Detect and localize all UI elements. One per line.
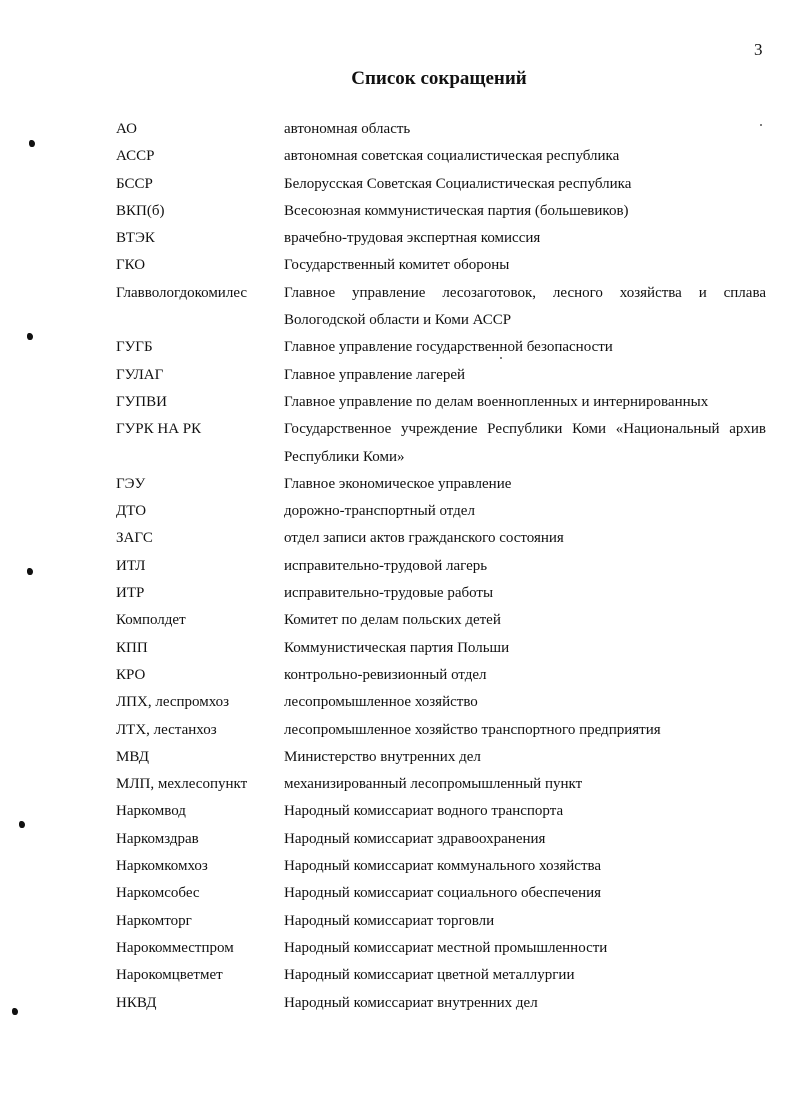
scan-speck [760,124,762,126]
abbreviation-row [116,771,766,798]
abbreviation-definition: Белорусская Советская Социалистическая республика [284,175,632,192]
abbreviation-definition: Народный комиссариат водного транспорта [284,803,564,820]
abbreviation-term: БССР [116,175,153,192]
abbreviation-term: ИТЛ [116,557,146,574]
abbreviation-definition: механизированный лесопромышленный пункт [284,776,583,793]
abbreviation-definition: контрольно-ревизионный отдел [284,666,487,683]
abbreviation-term: Наркомкомхоз [116,858,208,875]
abbreviation-row [116,908,766,935]
abbreviation-term: ГКО [116,257,146,274]
abbreviation-row [116,580,766,607]
abbreviation-definition: лесопромышленное хозяйство транспортного предприятия [284,721,661,738]
scan-mark [29,140,35,147]
abbreviation-definition: Коммунистическая партия Польши [284,639,510,656]
scan-mark [12,1008,18,1015]
abbreviation-row [116,389,766,416]
abbreviation-row [116,198,766,225]
abbreviation-row [116,798,766,825]
abbreviation-term: Нарокомместпром [116,939,234,956]
scan-mark [27,568,33,575]
abbreviation-term: ИТР [116,585,145,602]
abbreviation-row [116,990,766,1017]
abbreviation-term: КПП [116,639,148,656]
abbreviation-definition: Главное управление по делам военнопленных и интернированных [284,393,709,410]
page-number: 3 [754,40,763,59]
abbreviation-row [116,116,766,143]
abbreviation-row [116,635,766,662]
abbreviation-row [116,171,766,198]
abbreviation-row [116,689,766,716]
abbreviation-definition: отдел записи актов гражданского состояния [284,530,564,547]
abbreviation-list [116,116,766,1017]
abbreviation-row [116,826,766,853]
scan-speck [500,357,502,359]
abbreviation-definition: Народный комиссариат здравоохранения [284,830,546,847]
abbreviation-term: ГУЛАГ [116,366,164,383]
abbreviation-row [116,416,766,471]
abbreviation-term: Нарокомцветмет [116,967,223,984]
scan-mark [27,333,33,340]
abbreviation-definition: Народный комиссариат коммунального хозяйства [284,858,602,875]
abbreviation-row [116,553,766,580]
abbreviation-definition: Комитет по делам польских детей [284,612,501,629]
abbreviation-row [116,744,766,771]
abbreviation-row [116,225,766,252]
abbreviation-row [116,880,766,907]
abbreviation-term: КРО [116,666,146,683]
abbreviation-term: ДТО [116,503,147,520]
abbreviation-term: Наркомвод [116,803,186,820]
abbreviation-row [116,471,766,498]
abbreviation-term: ГУПВИ [116,393,167,410]
abbreviation-definition: исправительно-трудовые работы [284,585,494,602]
abbreviation-definition: Народный комиссариат цветной металлургии [284,967,575,984]
abbreviation-row [116,280,766,335]
abbreviation-term: АО [116,121,137,137]
abbreviation-row [116,717,766,744]
abbreviation-definition: врачебно-трудовая экспертная комиссия [284,230,541,247]
abbreviation-term: ЛТХ, лестанхоз [116,721,217,738]
abbreviation-row [116,498,766,525]
abbreviation-row [116,607,766,634]
abbreviation-term: Главвологдокомилес [116,284,248,301]
abbreviation-definition: Главное управление лагерей [284,366,466,383]
abbreviation-definition: Государственный комитет обороны [284,257,510,274]
abbreviation-definition: автономная советская социалистическая республика [284,148,620,165]
abbreviation-term: МЛП, мехлесопункт [116,776,248,793]
abbreviation-definition: Государственное учреждение Республики Коми «Национальный архив Республики Коми» [284,421,766,465]
abbreviation-row [116,662,766,689]
abbreviation-term: НКВД [116,994,157,1011]
page-title: Список сокращений [351,68,527,89]
abbreviation-definition: Главное экономическое управление [284,475,512,492]
abbreviation-definition: Всесоюзная коммунистическая партия (большевиков) [284,202,629,219]
abbreviation-row [116,362,766,389]
abbreviation-definition: Народный комиссариат торговли [284,912,495,929]
abbreviation-term: ВКП(б) [116,202,165,219]
abbreviation-definition: Народный комиссариат местной промышленности [284,939,608,956]
abbreviation-row [116,143,766,170]
abbreviation-term: МВД [116,748,150,765]
abbreviation-term: Наркомсобес [116,885,200,902]
abbreviation-row [116,853,766,880]
abbreviation-definition: Народный комиссариат социального обеспечения [284,885,602,902]
abbreviation-definition: Главное управление государственной безопасности [284,339,613,356]
abbreviation-row [116,252,766,279]
abbreviation-row [116,962,766,989]
abbreviation-row [116,935,766,962]
abbreviation-term: Наркомторг [116,912,192,929]
abbreviation-definition: лесопромышленное хозяйство [284,694,478,711]
abbreviation-row [116,525,766,552]
abbreviation-term: ВТЭК [116,230,155,247]
scan-mark [19,821,25,828]
abbreviation-term: ГУРК НА РК [116,421,202,438]
abbreviation-term: ЛПХ, леспромхоз [116,694,230,711]
abbreviation-term: Наркомздрав [116,830,199,847]
abbreviation-term: Комполдет [116,612,186,629]
abbreviation-definition: Министерство внутренних дел [284,748,481,765]
abbreviation-definition: дорожно-транспортный отдел [284,503,475,520]
abbreviation-term: ЗАГС [116,530,153,547]
abbreviation-definition: Главное управление лесозаготовок, лесного хозяйства и сплава Вологодской области и Коми АССР [284,284,766,329]
abbreviation-definition: исправительно-трудовой лагерь [284,557,488,574]
abbreviation-row [116,334,766,361]
abbreviation-definition: Народный комиссариат внутренних дел [284,994,538,1011]
abbreviation-definition: автономная область [284,121,411,137]
abbreviation-term: ГЭУ [116,475,146,492]
abbreviation-term: ГУГБ [116,339,153,356]
abbreviation-term: АССР [116,148,155,165]
